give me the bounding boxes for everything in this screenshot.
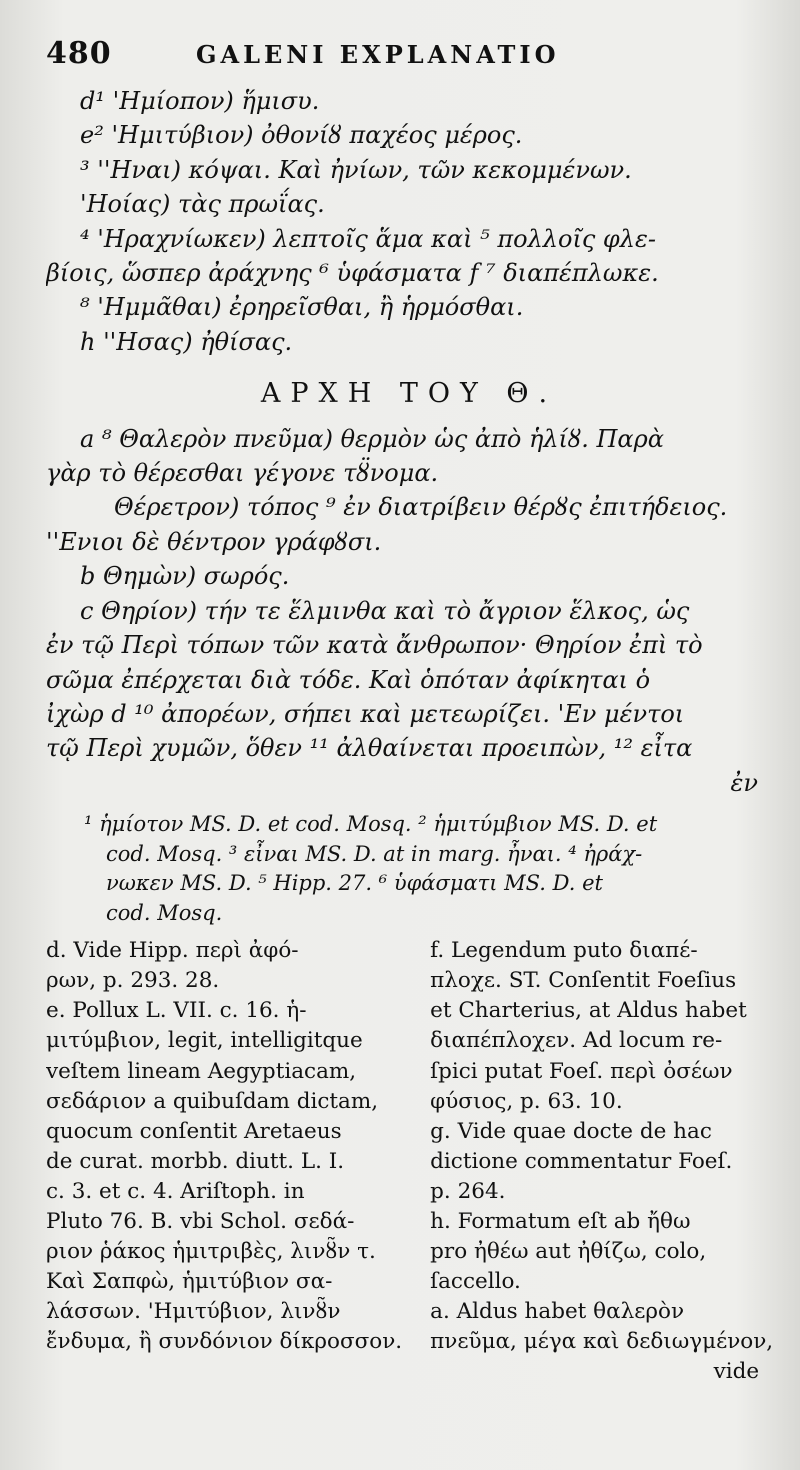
section-heading: ΑΡΧΗ ΤΟΥ Θ. (260, 378, 558, 410)
commentary-columns (46, 936, 772, 1387)
commentary-line: λάσσων. 'Ημιτύβιον, λινȣ̃ν (46, 1299, 341, 1325)
catchword-vide: vide (713, 1359, 760, 1385)
commentary-line: ριον ῥάκος ἡμιτριβὲς, λινȣ̃ν τ. (46, 1239, 376, 1265)
commentary-line: ſpici putat Foeſ. περὶ ὀσέων (430, 1058, 733, 1084)
text-line: d¹ 'Ημίοπον) ἥμισυ. (80, 87, 320, 115)
commentary-line: de curat. morbb. diutt. L. I. (46, 1148, 345, 1174)
commentary-line: Καὶ Σαπφὼ, ἡμιτύβιον σα- (46, 1269, 333, 1295)
text-line: ⁸ 'Ημμᾶθαι) ἐρηρεῖσθαι, ἢ ἡρμόσθαι. (80, 293, 524, 322)
catchword: ἐν (730, 768, 758, 797)
variant-notes (46, 810, 772, 928)
running-head: GALENI EXPLANATIO (196, 40, 560, 69)
commentary-line: et Charterius, at Aldus habet (430, 998, 747, 1024)
text-line: 'Ηοίας) τὰς πρωΐας. (80, 190, 325, 219)
note-line: cod. Mosq. ³ εἶναι MS. D. at in marg. ἦναι. ⁴ ἠράχ- (106, 841, 643, 866)
commentary-line: πλοχε. ST. Conſentit Foeſius (430, 968, 737, 994)
text-line: ἐν τῷ Περὶ τόπων τῶν κατὰ ἄνθρωπον· Θηρίον ἐπὶ τὸ (46, 631, 703, 660)
commentary-line: dictione commentatur Foeſ. (430, 1148, 733, 1174)
commentary-line: ἔνδυμα, ἢ συνδόνιον δίκροσσον. (46, 1329, 403, 1355)
text-line: γὰρ τὸ θέρεσθαι γέγονε τȣ̈νομα. (46, 459, 439, 488)
note-line: cod. Mosq. (106, 900, 223, 925)
text-line: ἰχὼρ d ¹⁰ ἀπορέων, σήπει καὶ μετεωρίζει. 'Εν μέντοι (46, 699, 685, 728)
text-line: b Θημὼν) σωρός. (80, 562, 290, 591)
text-line: ''Ενιοι δὲ θέντρον γράφȣσι. (46, 527, 382, 556)
note-line: νωκεν MS. D. ⁵ Hipp. 27. ⁶ ὑφάσματι MS. D. et (106, 871, 603, 896)
commentary-line: ρων, p. 293. 28. (46, 968, 220, 994)
commentary-line: g. Vide quae docte de hac (430, 1118, 712, 1144)
commentary-line: pro ἠθέω aut ἠθίζω, colo, (430, 1239, 707, 1265)
page-number: 480 (46, 36, 112, 71)
commentary-line: c. 3. et c. 4. Ariſtoph. in (46, 1178, 305, 1204)
commentary-line: f. Legendum puto διαπέ- (430, 938, 698, 964)
commentary-left-column (46, 936, 410, 1387)
commentary-line: φύσιος, p. 63. 10. (430, 1088, 623, 1114)
text-line: βίοις, ὥσπερ ἀράχνης ⁶ ὑφάσματα f ⁷ διαπέπλωκε. (46, 259, 659, 288)
text-line: a ⁸ Θαλερὸν πνεῦμα) θερμὸν ὡς ἀπὸ ἡλίȣ. Παρὰ (80, 424, 664, 453)
text-line: c Θηρίον) τήν τε ἕλμινθα καὶ τὸ ἄγριον ἕλκος, ὡς (80, 596, 690, 625)
commentary-line: veſtem lineam Aegyptiacam, (46, 1058, 357, 1084)
commentary-line: Pluto 76. B. vbi Schol. σεδά- (46, 1208, 355, 1234)
commentary-line: μιτύμβιον, legit, intelligitque (46, 1028, 363, 1054)
text-line: Θέρετρον) τόπος ⁹ ἐν διατρίβειν θέρȣς ἐπιτήδειος. (114, 493, 728, 522)
commentary-line: a. Aldus habet θαλερὸν (430, 1299, 685, 1325)
page-header (46, 36, 772, 84)
commentary-line: σεδάριον a quibuſdam dictam, (46, 1088, 379, 1114)
commentary-line: p. 264. (430, 1178, 506, 1204)
text-line: τῷ Περὶ χυμῶν, ὅθεν ¹¹ ἀλθαίνεται προειπὼν, ¹² εἶτα (46, 734, 693, 763)
text-line: e² 'Ημιτύβιον) ὀθονίȣ παχέος μέρος. (80, 121, 523, 150)
commentary-line: h. Formatum eſt ab ἤθω (430, 1208, 691, 1234)
text-line: h ''Ησας) ἠθίσας. (80, 327, 293, 356)
commentary-line: πνεῦμα, μέγα καὶ δεδιωγμένον, (430, 1329, 774, 1355)
text-line: ⁴ 'Ηραχνίωκεν) λεπτοῖς ἅμα καὶ ⁵ πολλοῖς φλε- (80, 224, 656, 253)
note-line: ¹ ἡμίοτον MS. D. et cod. Mosq. ² ἡμιτύμβιον MS. D. et (84, 812, 658, 837)
commentary-line: e. Pollux L. VII. c. 16. ἡ- (46, 998, 307, 1024)
commentary-right-column (410, 936, 773, 1387)
main-text (46, 84, 772, 800)
commentary-line: d. Vide Hipp. περὶ ἀφό- (46, 938, 299, 964)
text-line: σῶμα ἐπέρχεται διὰ τόδε. Καὶ ὁπόταν ἀφίκηται ὁ (46, 665, 651, 694)
commentary-line: quocum conſentit Aretaeus (46, 1118, 342, 1144)
commentary-line: ſaccello. (430, 1269, 521, 1295)
text-line: ³ ''Ηναι) κόψαι. Καὶ ἠνίων, τῶν κεκομμένων. (80, 155, 632, 184)
commentary-line: διαπέπλοχεν. Ad locum re- (430, 1028, 723, 1054)
